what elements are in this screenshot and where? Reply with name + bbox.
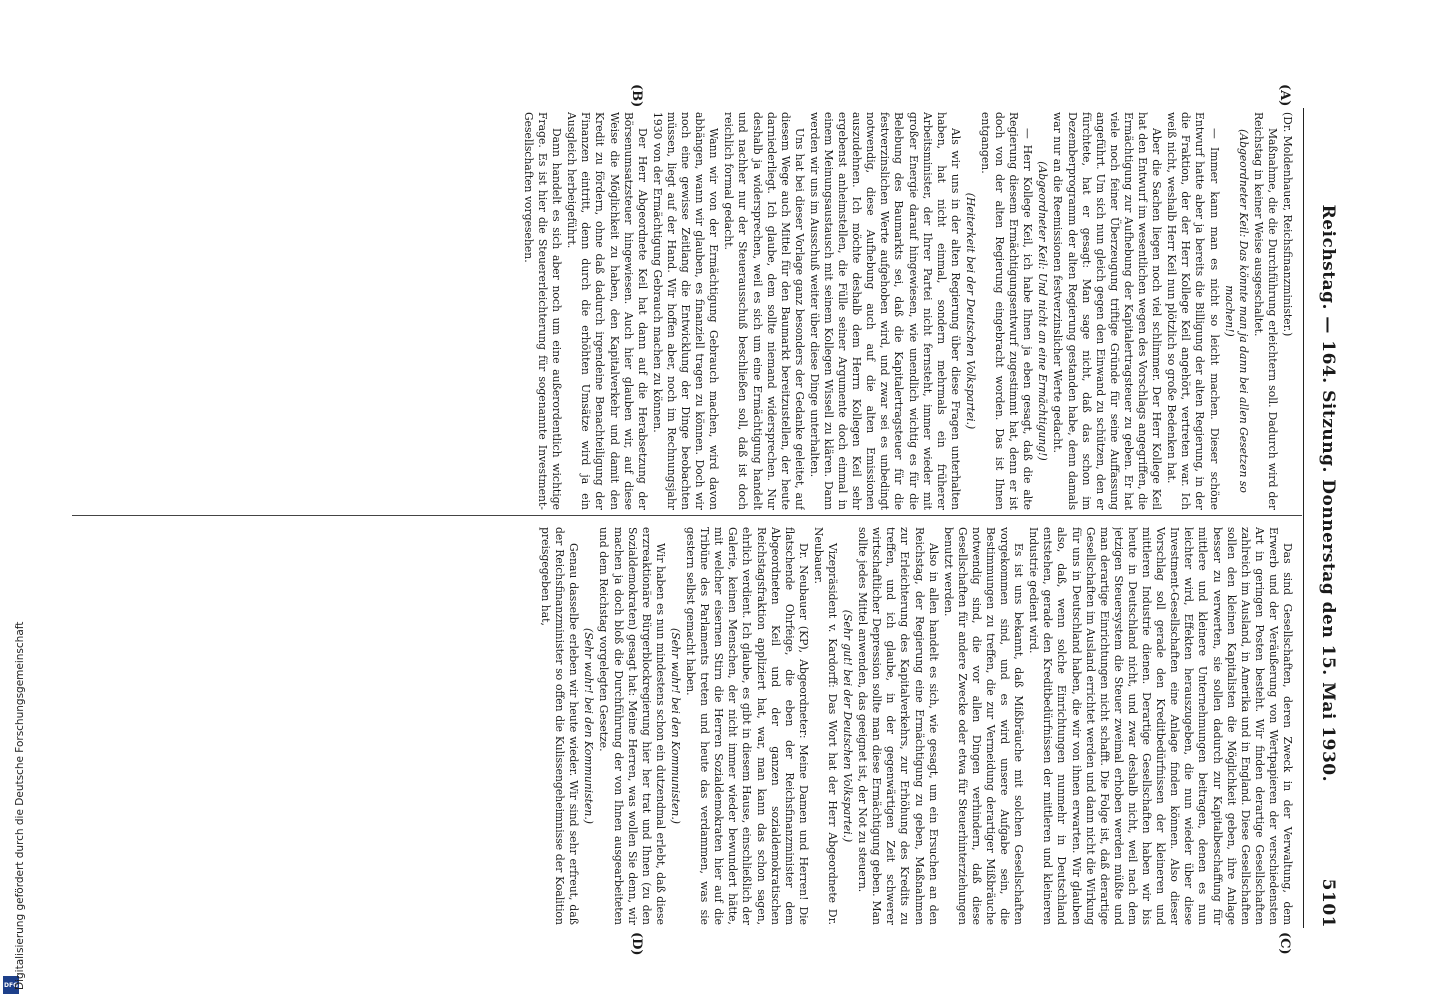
left-column <box>74 112 1294 510</box>
margin-mark-b: (B) <box>629 84 644 108</box>
paragraph: (Dr. Moldenhauer, Reichsfinanzminister.) <box>1281 112 1294 337</box>
paragraph: Dann handelt es sich aber noch um eine außerordentlich wichtige Frage. Es ist hier die Steuererleichterung für sogenannte Investment-Gesellschaften vorgesehen. <box>522 112 564 510</box>
dfg-logo: DFG <box>3 976 19 994</box>
footer-credit-text: Digitalisierung gefördert durch die Deutsche Forschungsgemeinschaft <box>14 621 26 990</box>
interjection: (Sehr gut! bei der Deutschen Volkspartei.) <box>841 609 855 843</box>
right-column <box>74 527 1294 925</box>
column-divider <box>72 515 1302 516</box>
paragraph: Als wir uns in der alten Regierung über diese Fragen unterhalten haben, hat nicht einmal, sondern mehrmals ein früherer Arbeitsminister, der Ihrer Partei nicht fernsteht, immer wieder mit großer Energie darauf hingewiesen, wie unendlich wichtig es für die Belebung des Baumarkts sei, daß die Kapitalertragsteuer für die festverzinslichen Werte aufgehoben wird, und zwar sei es unbedingt notwendig, diese Aufhebung auch auf die alten Emissionen auszudehnen. Ich möchte deshalb dem Herrn Kollegen Keil sehr ergebenst anheimstellen, die Fülle seiner Argumente doch einmal in einem Meinungsaustausch mit seinem Kollegen Wissell zu klären. Dann werden wir uns im Ausschuß weiter über diese Dinge unterhalten. <box>807 112 962 510</box>
interjection: (Sehr wahr! bei den Kommunisten.) <box>668 628 682 824</box>
header-title: Reichstag. — 164. Sitzung. Donnerstag den 15. Mai 1930. <box>1318 204 1338 783</box>
margin-mark-c: (C) <box>1277 932 1292 955</box>
paragraph: Aber die Sachen liegen noch viel schlimmer. Der Herr Kollege Keil hat den Entwurf im wesentlichen wegen des Vorschlags angegriffen, die Ermächtigung zur Aufhebung der Kapitalertragsteuer zu geben. Er hat viele noch feiner Überzeugung triftige Gründe für seine Auffassung angeführt. Um sich nun gleich gegen den Einwand zu schützen, den er fürchtete, hat er gesagt: Man sage nicht, daß das schon im Dezemberprogramm der alten Regierung gestanden habe, denn damals war nur an die Reemissionen festverzinslicher Werte gedacht. <box>1051 112 1164 510</box>
paragraph: Wann wir von der Ermächtigung Gebrauch machen, wird davon abhängen, wann wir glauben, es finanziell tragen zu können. Doch wir noch eine gewisse Zeitlang die Entwicklung der Dinge beobachten müssen, liegt auf der Hand. Wir hoffen aber, noch im Rechnungsjahr 1930 von der Ermächtigung Gebrauch machen zu können. <box>650 112 721 510</box>
paragraph: Genau dasselbe erleben wir heute wieder. Wir sind sehr erfreut, daß der Reichsfinanzminister so offen die Kulissengeheimnisse der Koalition preisgegeben hat, <box>539 527 581 925</box>
interjection: (Abgeordneter Keil: Das könnte man ja dann bei allen Gesetzen so machen!) <box>1222 129 1250 493</box>
paragraph: Dr. Neubauer (KP), Abgeordneter: Meine Damen und Herren! Die flatschende Ohrfeige, die eben der Reichsfinanzminister dem Abgeordneten Keil und der ganzen sozialdemokratischen Reichstagsfraktion appliziert hat, war, man kann das schon sagen, ehrlich verdient. Ich glaube, es gibt in diesem Hause, einschließlich der Galerie, keinen Menschen, der nicht immer wieder bewundert hätte, mit welcher eisernen Stirn die Herren Sozialdemokraten hier auf die Tribüne des Parlaments treten und heute das verdammen, was sie gestern selbst gemacht haben. <box>684 527 810 925</box>
paragraph: Wir haben es nun mindestens schon ein dutzendmal erlebt, daß diese erzreaktionäre Bürgerblockregierung hier her trat und Ihnen (zu den Sozialdemokraten) gesagt hat: Meine Herren, was wollen Sie denn, wir machen ja doch bloß die Durchführung der von Ihnen ausgearbeiteten und dem Reichstag vorgelegten Gesetze. <box>597 527 667 925</box>
header-rule <box>1303 108 1304 928</box>
paragraph: Maßnahme, die die Durchführung erleichtern soll. Dadurch wird der Reichstag in keiner Weise ausgeschaltet. <box>1251 112 1279 510</box>
paragraph: Vizepräsident v. Kardorff: Das Wort hat der Herr Abgeordnete Dr. Neubauer. <box>811 527 839 925</box>
paragraph: — Herr Kollege Keil, ich habe Ihnen ja eben gesagt, daß die alte Regierung diesem Ermächtigungsentwurf zugestimmt hat, denn er ist doch von der alten Regierung eingebracht worden. Das ist Ihnen entgangen. <box>979 112 1035 510</box>
paragraph: Es ist uns bekannt, daß Mißbräuche mit solchen Gesellschaften vorgekommen sind, und es wird unsere Aufgabe sein, die Bestimmungen zu treffen, die zur Vermeidung derartiger Mißbräuche notwendig sind, die vor allen Dingen verhindern, daß diese Gesellschaften für andere Zwecke oder etwa für Steuerhinterziehungen benutzt werden. <box>941 527 1026 925</box>
paragraph: Der Herr Abgeordnete Keil hat dann auf die Herabsetzung der Börsenumsatzsteuer hingewiesen. Auch hier glauben wir, auf diese Weise die Möglichkeit zu haben, den Kapitalverkehr und damit den Kredit zu fördern, ohne daß dadurch irgendeine Benachteiligung der Finanzen eintritt, denn durch die erhöhten Umsätze wird ja ein Ausgleich herbeigeführt. <box>565 112 649 510</box>
paragraph: Das sind Gesellschaften, deren Zweck in der Verwaltung, dem Erwerb und der Veräußerung von Wertpapieren der verschiedensten Art in geringen Posten besteht. Wir finden derartige Gesellschaften zahlreich im Ausland, in Amerika und in England. Diese Gesellschaften sollen den kleinen Kapitalisten die Möglichkeit geben, ihre Anlage besser zu verwerten, sie sollen dadurch zur Kapitalbeschaffung für mittlere und kleinere Unternehmungen beitragen, denen es nun leichter wird, Effekten herauszugeben, die nun wieder über diese Investment-Gesellschaften eine Anlage finden können. Also dieser Vorschlag soll gerade den Kreditbedürfnissen der kleineren und mittleren Industrie dienen. Derartige Gesellschaften haben wir bis heute in Deutschland nicht, und zwar deshalb nicht, weil nach dem jetzigen Steuersystem die Steuer zweimal erhoben werden müßte und man derartige Einrichtungen nicht schafft. Die Folge ist, daß derartige Gesellschaften im Ausland errichtet werden und dann nicht die Wirkung für uns in Deutschland haben, die wir von ihnen erwarten. Wir glauben also, daß, wenn solche Einrichtungen nunmehr in Deutschland entstehen, gerade den Kreditbedürfnissen der mittleren und kleineren Industrie gedient wird. <box>1027 527 1294 925</box>
footer-credit <box>0 0 28 1000</box>
paragraph: — Immer kann man es nicht so leicht machen. Dieser schöne Entwurf hatte aber ja bereits die Billigung der alten Regierung, in der die Fraktion, der der Herr Kollege Keil angehört, vertreten war. Ich weiß nicht, weshalb Herr Keil nun plötzlich so große Bedenken hat. <box>1165 112 1221 510</box>
page-number: 5101 <box>1318 878 1338 928</box>
page-header <box>1308 108 1348 928</box>
margin-mark-a: (A) <box>1277 84 1292 107</box>
interjection: (Abgeordneter Keil: Und nicht an eine Ermächtigung!) <box>1036 161 1050 461</box>
paragraph: Uns hat bei dieser Vorlage ganz besonders der Gedanke geleitet, auf diesem Wege auch Mittel für den Baumarkt bereitzustellen, der heute darniederliegt. Ich glaube, dem sollte niemand widersprechen. Nur deshalb ja widersprechen, weil es sich um eine Ermächtigung handelt und nachher nur der Steuerausschuß beschließen soll, daß ist doch reichlich formal gedacht. <box>722 112 806 510</box>
paragraph: Also in allen handelt es sich, wie gesagt, um ein Ersuchen an den Reichstag, der Regierung eine Ermächtigung zu geben, Maßnahmen zur Erleichterung des Kapitalverkehrs, zur Erhöhung des Kredits zu treffen, und ich glaube, in der gegenwärtigen Zeit schwerer wirtschaftlicher Depression sollte man diese Ermächtigung geben. Man sollte jedes Mittel anwenden, das geeignet ist, der Not zu steuern. <box>856 527 940 925</box>
margin-mark-d: (D) <box>629 932 644 956</box>
interjection: (Sehr wahr! bei den Kommunisten.) <box>582 628 596 824</box>
interjection: (Heiterkeit bei der Deutschen Volkspartei.) <box>963 192 977 430</box>
